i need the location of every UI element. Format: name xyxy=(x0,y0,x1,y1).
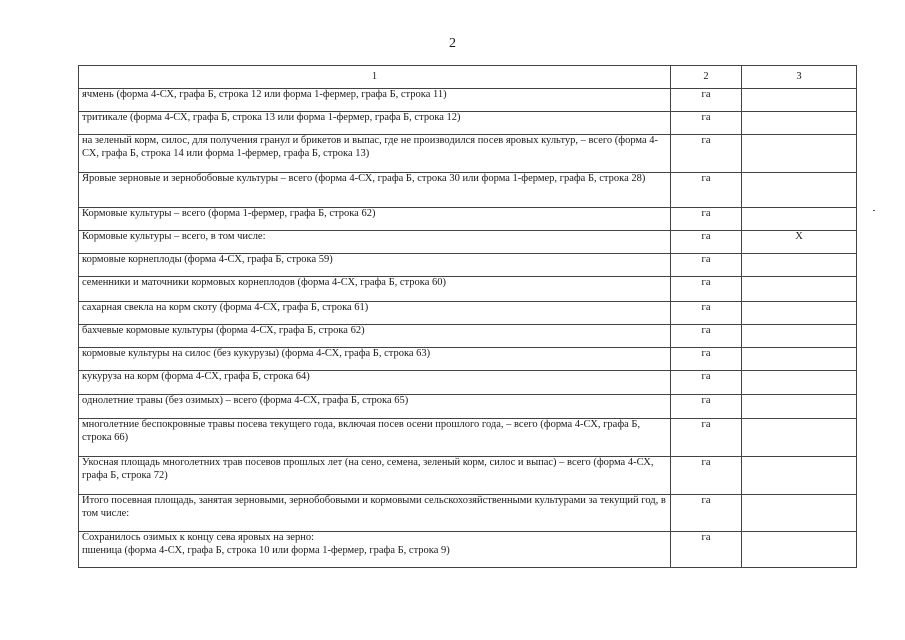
row-value-field[interactable] xyxy=(742,457,857,495)
row-unit: га xyxy=(671,135,742,173)
row-value-field[interactable] xyxy=(742,173,857,208)
row-unit: га xyxy=(671,371,742,395)
row-unit: га xyxy=(671,89,742,112)
row-value-field[interactable] xyxy=(742,371,857,395)
row-label: многолетние беспокровные травы посева текущего года, включая посев осени прошлого года, – всего (форма 4-СХ, графа Б, строка 66) xyxy=(79,419,671,457)
row-value-field[interactable] xyxy=(742,419,857,457)
row-label: кукуруза на корм (форма 4-СХ, графа Б, строка 64) xyxy=(79,371,671,395)
table-row xyxy=(79,325,857,348)
page-number: 2 xyxy=(449,36,456,51)
row-unit: га xyxy=(671,254,742,277)
table-row xyxy=(79,495,857,532)
row-label: кормовые корнеплоды (форма 4-СХ, графа Б, строка 59) xyxy=(79,254,671,277)
row-label: на зеленый корм, силос, для получения гранул и брикетов и выпас, где не производился посев яровых культур, – всего (форма 4-СХ, графа Б, строка 14 или форма 1-фермер, графа Б, строка 13) xyxy=(79,135,671,173)
table-row xyxy=(79,231,857,254)
row-unit: га xyxy=(671,495,742,532)
row-label: семенники и маточники кормовых корнеплодов (форма 4-СХ, графа Б, строка 60) xyxy=(79,277,671,302)
row-value-field[interactable] xyxy=(742,89,857,112)
scan-speck xyxy=(873,210,875,211)
row-label: бахчевые кормовые культуры (форма 4-СХ, графа Б, строка 62) xyxy=(79,325,671,348)
row-unit: га xyxy=(671,419,742,457)
column-header-3: 3 xyxy=(742,66,857,89)
row-value-field[interactable] xyxy=(742,254,857,277)
table-row xyxy=(79,208,857,231)
row-value-field[interactable] xyxy=(742,277,857,302)
table-row xyxy=(79,532,857,568)
row-label: тритикале (форма 4-СХ, графа Б, строка 13 или форма 1-фермер, графа Б, строка 12) xyxy=(79,112,671,135)
row-unit: га xyxy=(671,348,742,371)
row-value-field[interactable] xyxy=(742,302,857,325)
row-label: Укосная площадь многолетних трав посевов прошлых лет (на сено, семена, зеленый корм, силос и выпас) – всего (форма 4-СХ, графа Б, строка 72) xyxy=(79,457,671,495)
row-value-field[interactable] xyxy=(742,325,857,348)
table-row xyxy=(79,419,857,457)
column-header-1: 1 xyxy=(79,66,671,89)
row-unit: га xyxy=(671,277,742,302)
table-row xyxy=(79,302,857,325)
row-label: кормовые культуры на силос (без кукурузы) (форма 4-СХ, графа Б, строка 63) xyxy=(79,348,671,371)
row-label: Кормовые культуры – всего, в том числе: xyxy=(79,231,671,254)
row-value-field[interactable] xyxy=(742,135,857,173)
row-unit: га xyxy=(671,457,742,495)
row-value-field[interactable] xyxy=(742,208,857,231)
row-label: сахарная свекла на корм скоту (форма 4-СХ, графа Б, строка 61) xyxy=(79,302,671,325)
crop-area-table xyxy=(78,65,857,568)
row-value-field[interactable] xyxy=(742,112,857,135)
table-row xyxy=(79,457,857,495)
table-row xyxy=(79,277,857,302)
row-unit: га xyxy=(671,112,742,135)
table-row xyxy=(79,135,857,173)
table-row xyxy=(79,371,857,395)
row-unit: га xyxy=(671,302,742,325)
row-label: Сохранилось озимых к концу сева яровых на зерно: пшеница (форма 4-СХ, графа Б, строка 10 или форма 1-фермер, графа Б, строка 9) xyxy=(79,532,671,568)
row-unit: га xyxy=(671,325,742,348)
table-row xyxy=(79,254,857,277)
table-row xyxy=(79,173,857,208)
row-unit: га xyxy=(671,173,742,208)
row-label: однолетние травы (без озимых) – всего (форма 4-СХ, графа Б, строка 65) xyxy=(79,395,671,419)
table-header-row xyxy=(79,66,857,89)
row-label: ячмень (форма 4-СХ, графа Б, строка 12 или форма 1-фермер, графа Б, строка 11) xyxy=(79,89,671,112)
row-value-field[interactable] xyxy=(742,395,857,419)
row-value-field[interactable]: X xyxy=(742,231,857,254)
table-row xyxy=(79,348,857,371)
table-row xyxy=(79,89,857,112)
row-label: Кормовые культуры – всего (форма 1-фермер, графа Б, строка 62) xyxy=(79,208,671,231)
row-label: Итого посевная площадь, занятая зерновыми, зернобобовыми и кормовыми сельскохозяйственными культурами за текущий год, в том числе: xyxy=(79,495,671,532)
column-header-2: 2 xyxy=(671,66,742,89)
row-unit: га xyxy=(671,231,742,254)
table-row xyxy=(79,112,857,135)
row-unit: га xyxy=(671,532,742,568)
row-value-field[interactable] xyxy=(742,532,857,568)
row-label: Яровые зерновые и зернобобовые культуры – всего (форма 4-СХ, графа Б, строка 30 или форма 1-фермер, графа Б, строка 28) xyxy=(79,173,671,208)
table-row xyxy=(79,395,857,419)
row-value-field[interactable] xyxy=(742,495,857,532)
row-unit: га xyxy=(671,208,742,231)
row-value-field[interactable] xyxy=(742,348,857,371)
row-unit: га xyxy=(671,395,742,419)
